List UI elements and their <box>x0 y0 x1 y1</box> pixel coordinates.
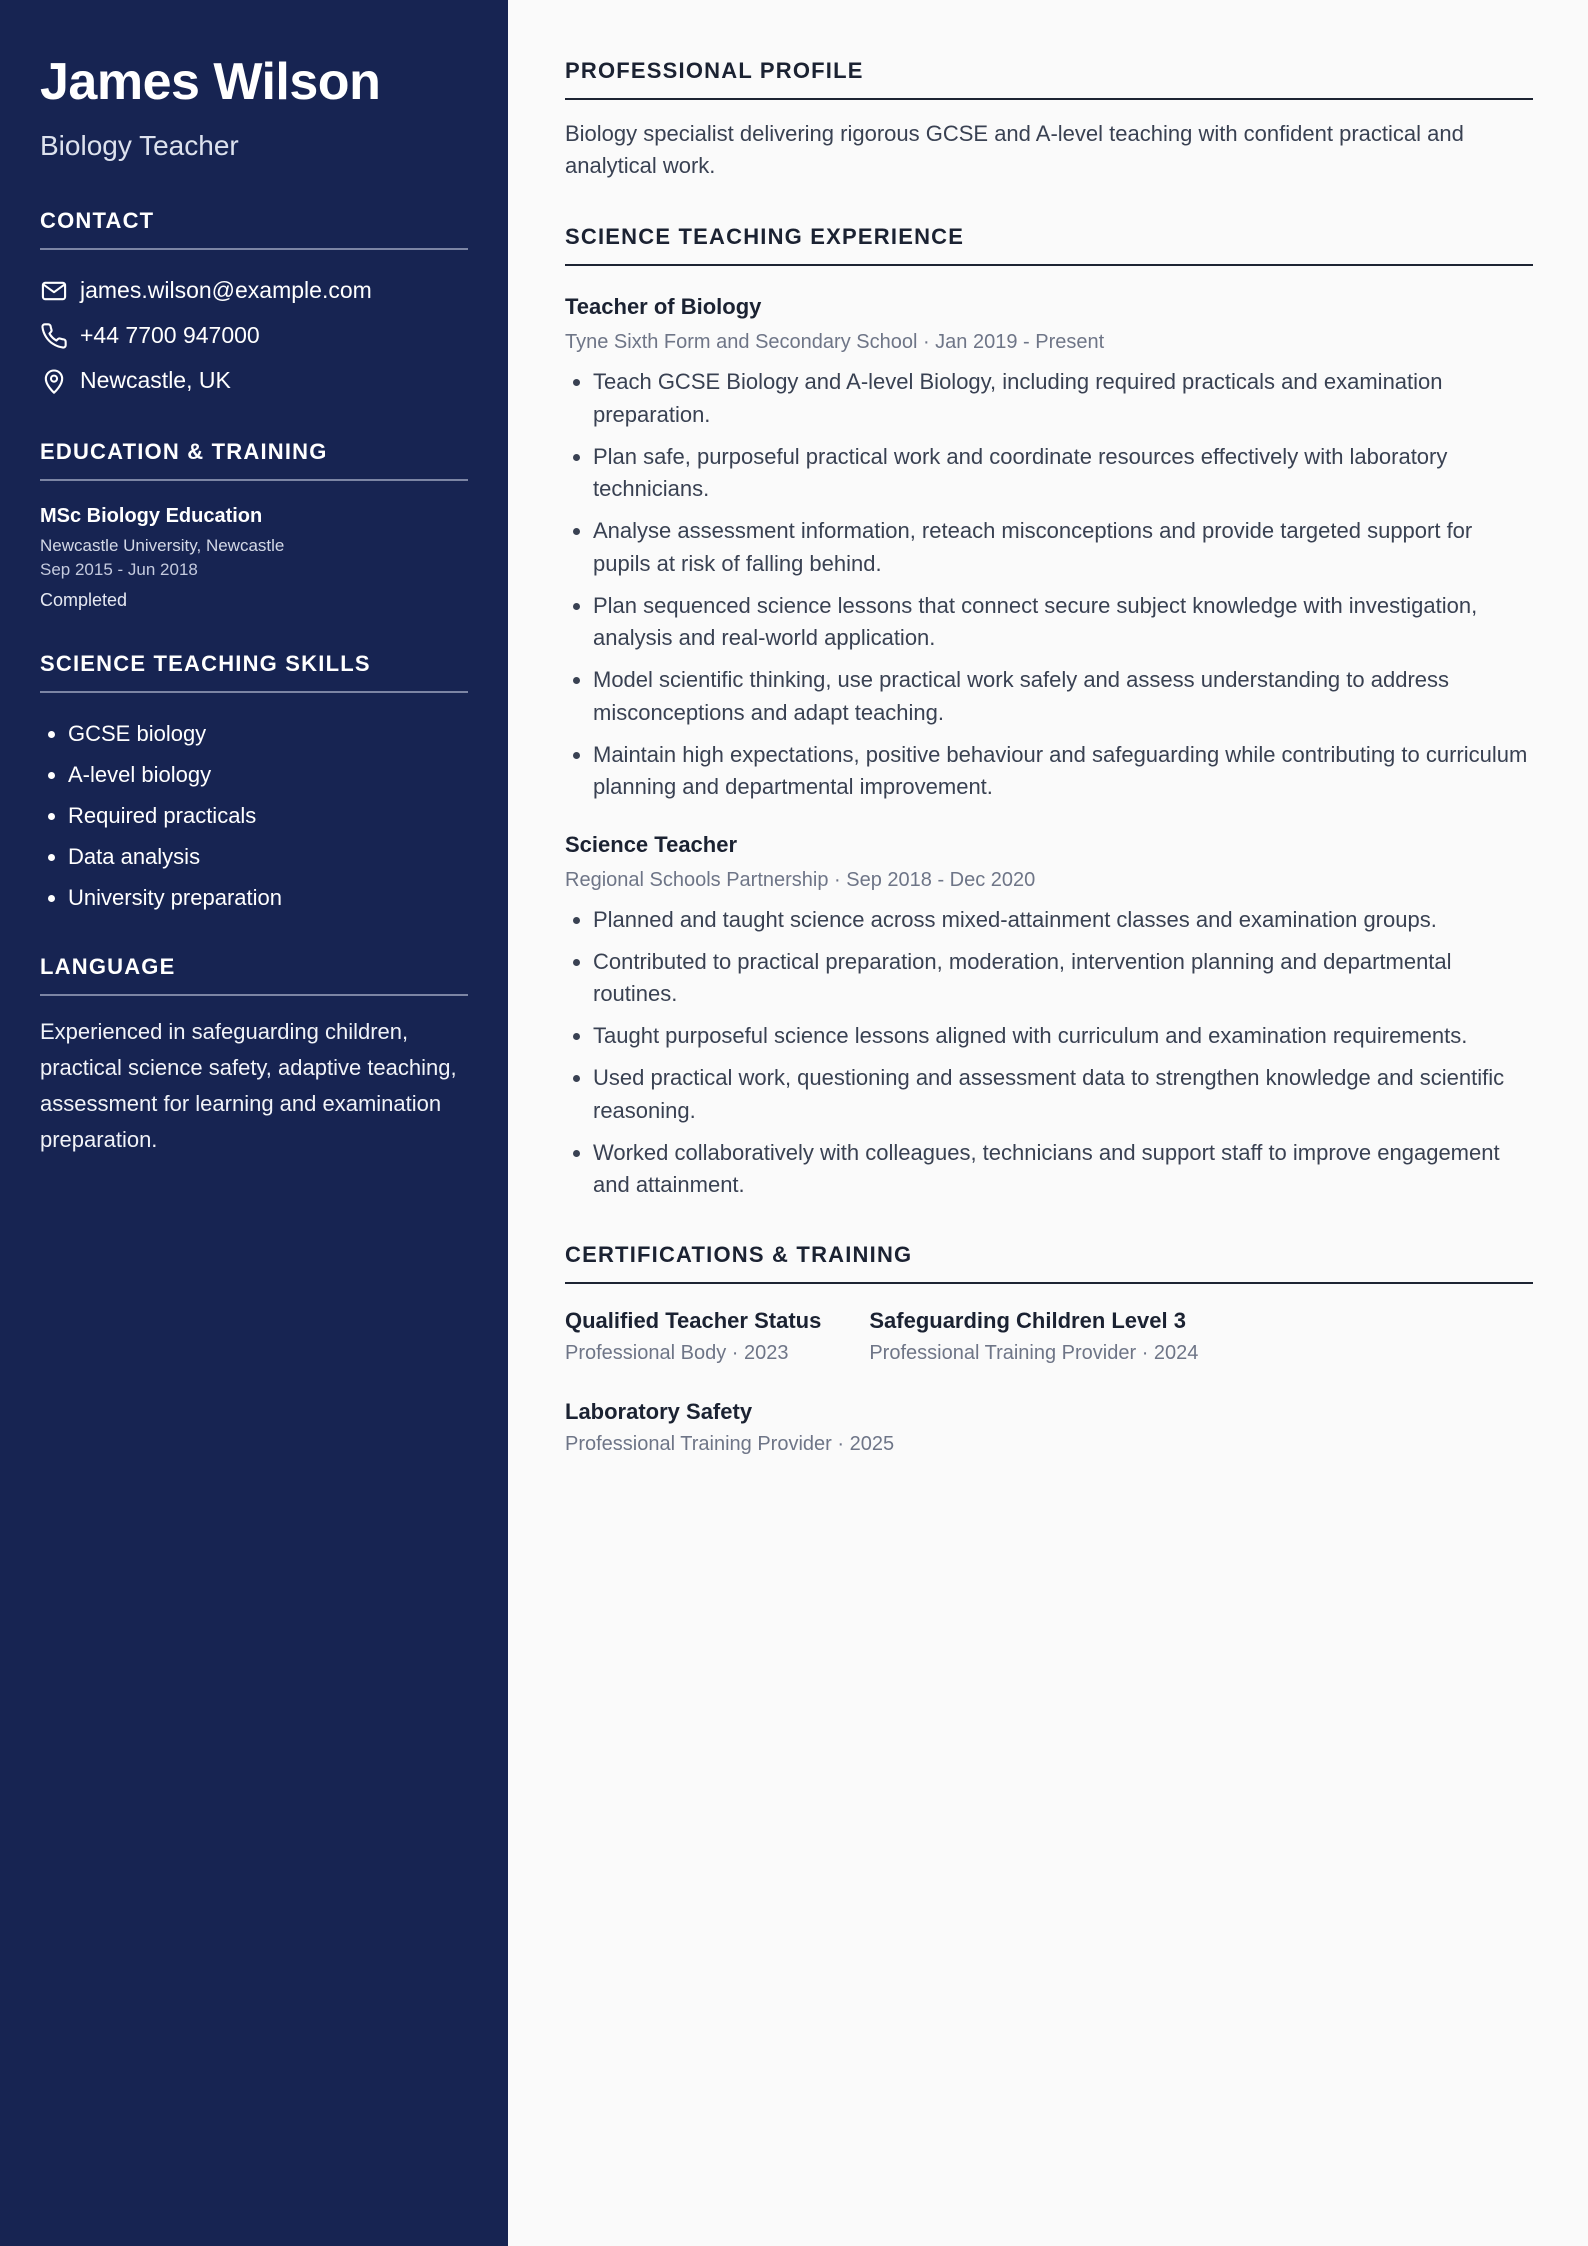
certification-title: Safeguarding Children Level 3 <box>869 1307 1186 1333</box>
certification-item <box>869 1306 1198 1367</box>
certifications-grid <box>565 1306 1533 1488</box>
contact-email-text: james.wilson@example.com <box>80 277 372 303</box>
education-school: Newcastle University, Newcastle <box>40 536 285 555</box>
job-bullets <box>565 366 1533 804</box>
job-meta: Tyne Sixth Form and Secondary School · Jan 2019 - Present <box>565 331 1105 353</box>
contact-email[interactable] <box>40 268 468 313</box>
contact-location <box>40 358 468 403</box>
job-title: Teacher of Biology <box>565 294 762 319</box>
job-entry <box>565 292 1533 804</box>
job-bullet: • Maintain high expectations, positive behaviour and safeguarding while contributing to curriculum planning and departmental improvement. <box>593 739 1533 804</box>
job-meta: Regional Schools Partnership · Sep 2018 - Dec 2020 <box>565 868 1036 891</box>
profile-text: Biology specialist delivering rigorous GCSE and A-level teaching with confident practical and analytical work. <box>565 121 1464 178</box>
skills-heading: SCIENCE TEACHING SKILLS <box>40 651 468 693</box>
language-heading: LANGUAGE <box>40 954 468 996</box>
job-bullet: • Plan safe, purposeful practical work and coordinate resources effectively with laboratory technicians. <box>593 441 1533 506</box>
certifications-section <box>565 1242 1533 1488</box>
experience-section <box>565 224 1533 1202</box>
certifications-heading: CERTIFICATIONS & TRAINING <box>565 1242 1533 1284</box>
skill-item: • Required practicals <box>68 795 468 836</box>
contact-list <box>40 268 468 403</box>
contact-section <box>40 208 468 403</box>
education-dates: Sep 2015 - Jun 2018 <box>40 560 198 579</box>
skill-item: • A-level biology <box>68 754 468 795</box>
skill-item: • Data analysis <box>68 836 468 877</box>
location-pin-icon <box>40 367 68 395</box>
contact-phone-text: +44 7700 947000 <box>80 322 260 348</box>
job-bullet: • Contributed to practical preparation, moderation, intervention planning and departmental routines. <box>593 946 1533 1011</box>
certification-title: Qualified Teacher Status <box>565 1307 822 1333</box>
contact-phone[interactable] <box>40 313 468 358</box>
experience-heading: SCIENCE TEACHING EXPERIENCE <box>565 224 1533 266</box>
skill-list <box>40 713 468 918</box>
job-bullet: • Planned and taught science across mixed-attainment classes and examination groups. <box>593 904 1533 937</box>
main-content <box>565 0 1533 1488</box>
language-section <box>40 954 468 1158</box>
job-bullet: • Model scientific thinking, use practical work safely and assess understanding to address misconceptions and adapt teaching. <box>593 664 1533 729</box>
job-bullet: • Taught purposeful science lessons aligned with curriculum and examination requirements. <box>593 1020 1533 1053</box>
job-title: Science Teacher <box>565 831 738 857</box>
skill-item: • GCSE biology <box>68 713 468 754</box>
person-name: James Wilson <box>40 53 381 111</box>
person-role: Biology Teacher <box>40 130 239 161</box>
job-bullet: • Teach GCSE Biology and A-level Biology, including required practicals and examination preparation. <box>593 366 1533 431</box>
skill-item: • University preparation <box>68 877 468 918</box>
certification-meta: Professional Body · 2023 <box>565 1341 789 1364</box>
job-bullet: • Plan sequenced science lessons that connect secure subject knowledge with investigation, analysis and real-world application. <box>593 590 1533 655</box>
education-status: Completed <box>40 590 128 610</box>
education-degree: MSc Biology Education <box>40 505 263 527</box>
certification-item <box>565 1306 821 1367</box>
job-bullets <box>565 904 1533 1202</box>
education-heading: EDUCATION & TRAINING <box>40 439 468 481</box>
certification-meta: Professional Training Provider · 2024 <box>869 1341 1199 1364</box>
skills-section <box>40 651 468 918</box>
certification-meta: Professional Training Provider · 2025 <box>565 1432 895 1455</box>
mail-icon <box>40 277 68 305</box>
certification-item <box>565 1397 894 1458</box>
job-bullet: • Used practical work, questioning and assessment data to strengthen knowledge and scientific reasoning. <box>593 1062 1533 1127</box>
contact-location-text: Newcastle, UK <box>80 367 231 393</box>
language-text: Experienced in safeguarding children, practical science safety, adaptive teaching, assessment for learning and examination preparation. <box>40 1019 457 1152</box>
phone-icon <box>40 322 68 350</box>
certification-title: Laboratory Safety <box>565 1398 753 1424</box>
education-section <box>40 439 468 613</box>
profile-heading: PROFESSIONAL PROFILE <box>565 58 1533 100</box>
sidebar <box>0 0 508 2246</box>
job-bullet: • Analyse assessment information, reteach misconceptions and provide targeted support for pupils at risk of falling behind. <box>593 515 1533 580</box>
profile-section <box>565 58 1533 182</box>
job-entry <box>565 830 1533 1202</box>
job-bullet: • Worked collaboratively with colleagues, technicians and support staff to improve engagement and attainment. <box>593 1137 1533 1202</box>
contact-heading: CONTACT <box>40 208 468 250</box>
